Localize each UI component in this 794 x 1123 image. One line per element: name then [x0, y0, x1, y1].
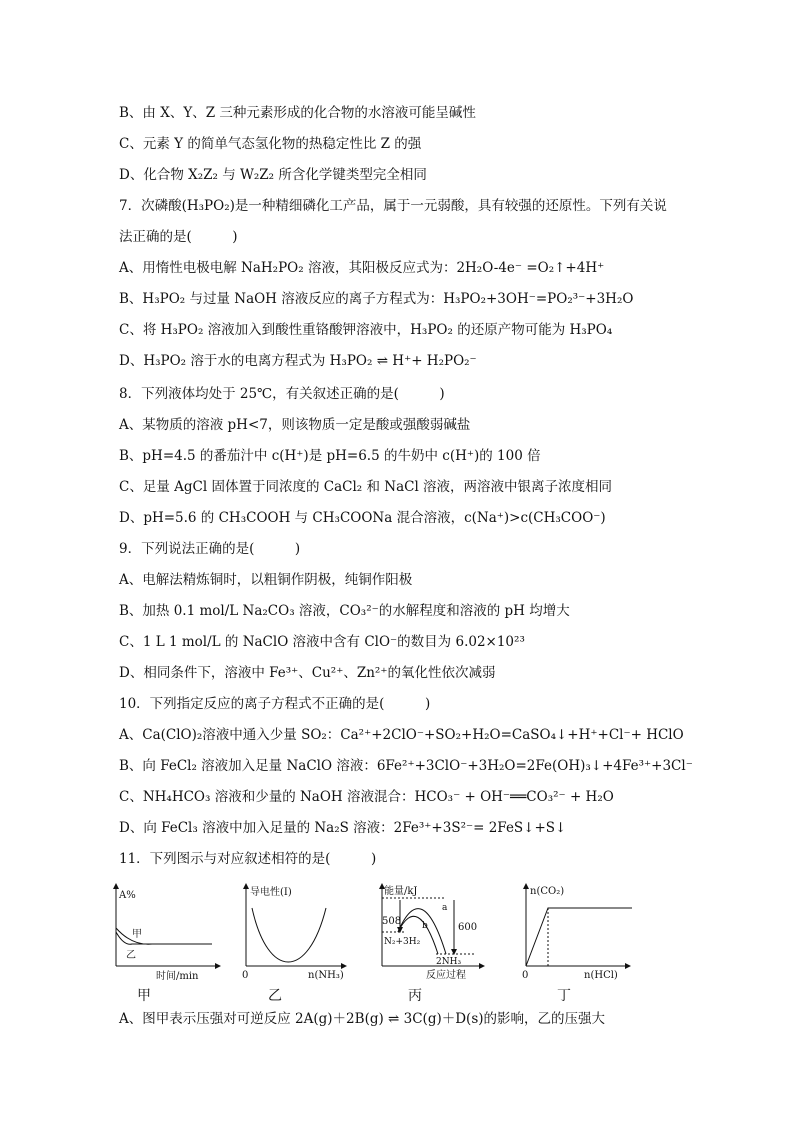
caption-yi: 乙: [268, 988, 282, 1004]
label-b: b: [422, 921, 428, 931]
line-6c: C、元素 Y 的简单气态氢化物的热稳定性比 Z 的强: [119, 136, 422, 152]
question-8-stem: 8．下列液体均处于 25℃，有关叙述正确的是( ): [119, 386, 445, 402]
line-6d: D、化合物 X₂Z₂ 与 W₂Z₂ 所含化学键类型完全相同: [119, 167, 427, 183]
x-axis-label: 时间/min: [156, 971, 199, 980]
label-a: a: [442, 903, 448, 913]
figure-yi: [238, 880, 350, 980]
line-9c: C、1 L 1 mol/L 的 NaClO 溶液中含有 ClO⁻的数目为 6.02×10²³: [119, 634, 525, 650]
question-7-stem-cont: 法正确的是( ): [119, 229, 238, 245]
line-10c: C、NH₄HCO₃ 溶液和少量的 NaOH 溶液混合：HCO₃⁻ + OH⁻══CO₃²⁻ + H₂O: [119, 789, 614, 805]
co2-curve: [526, 908, 632, 966]
curve-label-yi: 乙: [126, 950, 136, 961]
x-axis-label: n(HCl): [584, 970, 618, 980]
y-axis-label: n(CO₂): [530, 886, 565, 897]
curve-b: [398, 916, 438, 954]
line-8c: C、足量 AgCl 固体置于同浓度的 CaCl₂ 和 NaCl 溶液，两溶液中银离子浓度相同: [119, 479, 613, 495]
question-11-stem: 11．下列图示与对应叙述相符的是( ): [119, 851, 377, 867]
line-7c: C、将 H₃PO₂ 溶液加入到酸性重铬酸钾溶液中，H₃PO₂ 的还原产物可能为 H₃PO₄: [119, 322, 613, 338]
question-10-stem: 10．下列指定反应的离子方程式不正确的是( ): [119, 696, 431, 712]
line-8a: A、某物质的溶液 pH<7，则该物质一定是酸或强酸弱碱盐: [119, 417, 471, 433]
line-8b: B、pH=4.5 的番茄汁中 c(H⁺)是 pH=6.5 的牛奶中 c(H⁺)的 100 倍: [119, 448, 541, 464]
caption-jia: 甲: [137, 988, 151, 1004]
origin-label: 0: [242, 970, 249, 980]
y-axis-label: 导电性(I): [250, 887, 292, 898]
line-9a: A、电解法精炼铜时，以粗铜作阴极，纯铜作阳极: [119, 572, 413, 588]
y-axis-label: 能量/kJ: [384, 886, 418, 897]
line-6b: B、由 X、Y、Z 三种元素形成的化合物的水溶液可能呈碱性: [119, 105, 476, 121]
line-9b: B、加热 0.1 mol/L Na₂CO₃ 溶液，CO₃²⁻的水解程度和溶液的 pH 均增大: [119, 603, 570, 619]
line-10d: D、向 FeCl₃ 溶液中加入足量的 Na₂S 溶液：2Fe³⁺+3S²⁻= 2FeS↓+S↓: [119, 820, 567, 836]
line-7b: B、H₃PO₂ 与过量 NaOH 溶液反应的离子方程式为：H₃PO₂+3OH⁻=PO₂³⁻+3H₂O: [119, 291, 634, 307]
x-axis-label: n(NH₃): [308, 970, 344, 980]
line-10b: B、向 FeCl₂ 溶液加入足量 NaClO 溶液：6Fe²⁺+3ClO⁻+3H₂O=2Fe(OH)₃↓+4Fe³⁺+3Cl⁻: [119, 758, 693, 774]
figure-ding: [516, 880, 634, 980]
line-8d: D、pH=5.6 的 CH₃COOH 与 CH₃COONa 混合溶液，c(Na⁺)>c(CH₃COO⁻): [119, 510, 606, 526]
curve-a: [398, 909, 446, 954]
line-10a: A、Ca(ClO)₂溶液中通入少量 SO₂：Ca²⁺+2ClO⁻+SO₂+H₂O=CaSO₄↓+H⁺+Cl⁻+ HClO: [119, 727, 684, 743]
origin-label: 0: [522, 970, 529, 980]
figure-bing: [376, 880, 488, 980]
conductivity-curve: [252, 908, 326, 962]
product-label: 2NH₃: [436, 957, 462, 967]
y-axis-label: A%: [119, 890, 136, 901]
line-9d: D、相同条件下，溶液中 Fe³⁺、Cu²⁺、Zn²⁺的氧化性依次减弱: [119, 665, 496, 681]
value-508: 508: [382, 916, 402, 927]
line-7a: A、用惰性电极电解 NaH₂PO₂ 溶液，其阳极反应式为：2H₂O-4e⁻ =O₂↑+4H⁺: [119, 260, 605, 276]
reactants-label: N₂+3H₂: [384, 937, 421, 947]
figure-jia: [112, 880, 222, 980]
value-600: 600: [458, 922, 478, 933]
curve-label-jia: 甲: [132, 929, 142, 940]
caption-bing: 丙: [408, 988, 422, 1004]
caption-ding: 丁: [557, 988, 571, 1004]
line-11a: A、图甲表示压强对可逆反应 2A(g)＋2B(g) ⇌ 3C(g)＋D(s)的影响，乙的压强大: [119, 1011, 606, 1027]
question-9-stem: 9．下列说法正确的是( ): [119, 541, 301, 557]
curve-jia: [116, 928, 212, 944]
x-axis-label: 反应过程: [426, 970, 466, 980]
curve-yi: [116, 932, 212, 944]
line-7d: D、H₃PO₂ 溶于水的电离方程式为 H₃PO₂ ⇌ H⁺+ H₂PO₂⁻: [119, 353, 477, 369]
question-7-stem: 7．次磷酸(H₃PO₂)是一种精细磷化工产品，属于一元弱酸，具有较强的还原性。下列有关说: [119, 198, 667, 214]
